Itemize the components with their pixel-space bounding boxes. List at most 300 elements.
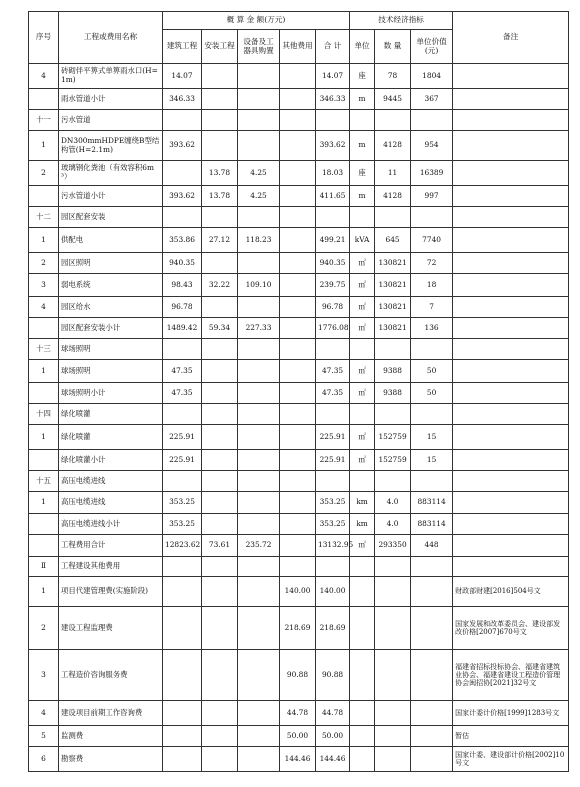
cell-building: 346.33 — [163, 89, 202, 110]
cell-install — [202, 577, 238, 607]
cell-name: 砖砌伴平箅式单箅雨水口(H=1m) — [59, 64, 163, 89]
cell-unit-price — [411, 110, 453, 131]
cell-other — [280, 450, 316, 471]
cell-unit: ㎡ — [350, 318, 375, 339]
cell-unit — [350, 726, 375, 747]
cell-unit-price: 367 — [411, 89, 453, 110]
cell-unit-price — [411, 471, 453, 492]
table-row — [29, 253, 569, 274]
table-row — [29, 383, 569, 404]
cell-name: 绿化喷灌 — [59, 404, 163, 425]
cell-equipment — [238, 207, 280, 228]
cell-equipment — [238, 297, 280, 318]
cell-total: 940.35 — [316, 253, 350, 274]
table-row — [29, 492, 569, 514]
cell-total — [316, 339, 350, 360]
cell-equipment — [238, 471, 280, 492]
cell-equipment — [238, 89, 280, 110]
table-row — [29, 186, 569, 207]
table-row — [29, 607, 569, 650]
cell-unit-price: 72 — [411, 253, 453, 274]
table-row — [29, 450, 569, 471]
cell-other: 218.69 — [280, 607, 316, 650]
cell-building: 98.43 — [163, 274, 202, 297]
cell-building: 225.91 — [163, 450, 202, 471]
cell-other — [280, 186, 316, 207]
cell-seq: 十四 — [29, 404, 59, 425]
cell-name: 污水管道 — [59, 110, 163, 131]
cell-name: 绿化喷灌 — [59, 425, 163, 450]
cell-unit — [350, 339, 375, 360]
cell-name: 供配电 — [59, 228, 163, 253]
cell-name: 园区配套安装小计 — [59, 318, 163, 339]
cell-unit — [350, 110, 375, 131]
cell-name: 污水管道小计 — [59, 186, 163, 207]
cell-install — [202, 450, 238, 471]
cell-seq — [29, 514, 59, 535]
cell-unit: m — [350, 186, 375, 207]
cell-remark — [453, 360, 569, 383]
cell-qty: 130821 — [375, 318, 411, 339]
cell-other: 44.78 — [280, 701, 316, 726]
cell-remark: 暂估 — [453, 726, 569, 747]
cell-remark: 国家计委、建设部计价格[2002]10号文 — [453, 747, 569, 772]
cell-install — [202, 425, 238, 450]
cell-unit-price — [411, 747, 453, 772]
cell-remark — [453, 186, 569, 207]
cell-seq — [29, 318, 59, 339]
cell-equipment — [238, 701, 280, 726]
cell-seq — [29, 186, 59, 207]
cell-qty: 4128 — [375, 186, 411, 207]
cell-total: 96.78 — [316, 297, 350, 318]
cell-install — [202, 383, 238, 404]
cell-total: 47.35 — [316, 360, 350, 383]
cell-seq: 十二 — [29, 207, 59, 228]
cell-seq — [29, 383, 59, 404]
cell-install — [202, 207, 238, 228]
cell-other — [280, 64, 316, 89]
cell-unit-price: 883114 — [411, 514, 453, 535]
cell-total — [316, 110, 350, 131]
cell-building — [163, 161, 202, 186]
budget-table — [28, 11, 569, 772]
cell-install — [202, 747, 238, 772]
cell-unit: 座 — [350, 161, 375, 186]
table-row — [29, 64, 569, 89]
cell-other — [280, 161, 316, 186]
cell-qty — [375, 650, 411, 701]
cell-total: 225.91 — [316, 450, 350, 471]
cell-unit-price — [411, 557, 453, 577]
cell-name: 球场照明 — [59, 339, 163, 360]
cell-qty: 130821 — [375, 297, 411, 318]
cell-install: 59.34 — [202, 318, 238, 339]
cell-install — [202, 514, 238, 535]
cell-unit-price: 7740 — [411, 228, 453, 253]
cell-equipment — [238, 253, 280, 274]
cell-qty: 9445 — [375, 89, 411, 110]
cell-remark — [453, 253, 569, 274]
cell-unit-price: 448 — [411, 535, 453, 557]
cell-equipment — [238, 557, 280, 577]
cell-seq: 3 — [29, 274, 59, 297]
cell-equipment — [238, 577, 280, 607]
cell-other — [280, 535, 316, 557]
cell-name: 雨水管道小计 — [59, 89, 163, 110]
cell-install — [202, 297, 238, 318]
cell-install — [202, 701, 238, 726]
cell-total: 393.62 — [316, 131, 350, 161]
cell-unit: km — [350, 514, 375, 535]
cell-unit-price: 1804 — [411, 64, 453, 89]
table-row — [29, 650, 569, 701]
cell-equipment — [238, 110, 280, 131]
cell-equipment — [238, 607, 280, 650]
cell-remark — [453, 318, 569, 339]
table-row — [29, 207, 569, 228]
cell-remark — [453, 339, 569, 360]
cell-total: 47.35 — [316, 383, 350, 404]
cell-building: 47.35 — [163, 383, 202, 404]
cell-install — [202, 64, 238, 89]
cell-qty — [375, 747, 411, 772]
cell-seq: 2 — [29, 253, 59, 274]
cell-equipment: 4.25 — [238, 186, 280, 207]
cell-equipment — [238, 383, 280, 404]
cell-equipment — [238, 747, 280, 772]
table-row — [29, 161, 569, 186]
cell-equipment — [238, 64, 280, 89]
cell-name: 高压电缆进线 — [59, 471, 163, 492]
cell-name: 监测费 — [59, 726, 163, 747]
cell-unit-price: 883114 — [411, 492, 453, 514]
tech-group-header: 技术经济指标 — [350, 12, 453, 30]
cell-install — [202, 339, 238, 360]
budget-group-header: 概 算 金 额(万元) — [163, 12, 350, 30]
cell-unit-price: 50 — [411, 360, 453, 383]
cell-building — [163, 471, 202, 492]
cell-unit — [350, 650, 375, 701]
cell-qty — [375, 404, 411, 425]
cell-install — [202, 650, 238, 701]
table-row — [29, 404, 569, 425]
table-row — [29, 535, 569, 557]
cell-install — [202, 131, 238, 161]
cell-remark — [453, 535, 569, 557]
cell-unit: kVA — [350, 228, 375, 253]
cell-unit-price: 15 — [411, 450, 453, 471]
cell-remark — [453, 450, 569, 471]
cell-unit: m — [350, 89, 375, 110]
cell-equipment: 4.25 — [238, 161, 280, 186]
cell-seq: 3 — [29, 650, 59, 701]
cell-install — [202, 404, 238, 425]
cell-equipment: 118.23 — [238, 228, 280, 253]
cell-remark — [453, 207, 569, 228]
cell-other — [280, 425, 316, 450]
cell-total: 50.00 — [316, 726, 350, 747]
cell-name: 工程费用合计 — [59, 535, 163, 557]
cell-total: 353.25 — [316, 514, 350, 535]
cell-total: 144.46 — [316, 747, 350, 772]
table-body — [29, 64, 569, 772]
cell-install — [202, 360, 238, 383]
col-name-header: 工程或费用名称 — [59, 12, 163, 64]
cell-other — [280, 318, 316, 339]
cell-seq: 1 — [29, 228, 59, 253]
cell-other — [280, 274, 316, 297]
col-unit-price-header: 单位价值(元) — [411, 30, 453, 64]
cell-install — [202, 110, 238, 131]
cell-building: 353.25 — [163, 514, 202, 535]
col-unit-header: 单位 — [350, 30, 375, 64]
cell-remark — [453, 89, 569, 110]
table-row — [29, 318, 569, 339]
cell-building — [163, 577, 202, 607]
cell-total — [316, 207, 350, 228]
cell-seq: 1 — [29, 425, 59, 450]
cell-name: 园区给水 — [59, 297, 163, 318]
cell-other — [280, 383, 316, 404]
cell-qty — [375, 557, 411, 577]
cell-qty — [375, 701, 411, 726]
cell-unit: ㎡ — [350, 383, 375, 404]
cell-equipment — [238, 404, 280, 425]
cell-total: 353.25 — [316, 492, 350, 514]
cell-name: 建设工程监理费 — [59, 607, 163, 650]
cell-building — [163, 747, 202, 772]
cell-name: 工程造价咨询服务费 — [59, 650, 163, 701]
cell-building — [163, 726, 202, 747]
cell-install — [202, 253, 238, 274]
table-row — [29, 425, 569, 450]
cell-qty: 152759 — [375, 450, 411, 471]
cell-unit-price: 997 — [411, 186, 453, 207]
cell-qty: 645 — [375, 228, 411, 253]
cell-name: 工程建设其他费用 — [59, 557, 163, 577]
cell-seq: 2 — [29, 161, 59, 186]
col-seq-header: 序号 — [29, 12, 59, 64]
cell-total: 1776.08 — [316, 318, 350, 339]
cell-unit-price — [411, 577, 453, 607]
cell-qty: 9388 — [375, 383, 411, 404]
cell-unit — [350, 557, 375, 577]
cell-qty — [375, 577, 411, 607]
cell-remark — [453, 383, 569, 404]
cell-remark — [453, 161, 569, 186]
cell-building: 1489.42 — [163, 318, 202, 339]
table-row — [29, 514, 569, 535]
cell-unit: ㎡ — [350, 535, 375, 557]
cell-unit-price: 136 — [411, 318, 453, 339]
cell-qty — [375, 726, 411, 747]
cell-unit-price — [411, 726, 453, 747]
cell-other — [280, 89, 316, 110]
cell-unit: m — [350, 131, 375, 161]
cell-total — [316, 404, 350, 425]
header-row-1 — [29, 12, 569, 30]
cell-name: 球场照明 — [59, 360, 163, 383]
cell-total: 13132.95 — [316, 535, 350, 557]
cell-unit-price: 7 — [411, 297, 453, 318]
cell-name: 建设项目前期工作咨询费 — [59, 701, 163, 726]
cell-seq: 十三 — [29, 339, 59, 360]
cell-building — [163, 207, 202, 228]
cell-remark — [453, 131, 569, 161]
table-row — [29, 557, 569, 577]
table-row — [29, 274, 569, 297]
cell-unit: ㎡ — [350, 425, 375, 450]
cell-unit-price — [411, 607, 453, 650]
col-qty-header: 数 量 — [375, 30, 411, 64]
cell-total: 218.69 — [316, 607, 350, 650]
cell-qty: 78 — [375, 64, 411, 89]
cell-unit — [350, 404, 375, 425]
cell-other — [280, 131, 316, 161]
cell-unit: ㎡ — [350, 297, 375, 318]
cell-install — [202, 492, 238, 514]
cell-total: 346.33 — [316, 89, 350, 110]
cell-qty — [375, 110, 411, 131]
cell-equipment — [238, 514, 280, 535]
cell-equipment — [238, 650, 280, 701]
cell-qty — [375, 207, 411, 228]
cell-total — [316, 471, 350, 492]
cell-equipment — [238, 425, 280, 450]
cell-remark: 国家发展和改革委员会、建设部发改价格[2007]670号文 — [453, 607, 569, 650]
cell-building — [163, 404, 202, 425]
cell-total: 18.03 — [316, 161, 350, 186]
cell-unit: km — [350, 492, 375, 514]
table-row — [29, 701, 569, 726]
cell-qty: 11 — [375, 161, 411, 186]
cell-other — [280, 253, 316, 274]
cell-name: 园区照明 — [59, 253, 163, 274]
cell-unit-price: 18 — [411, 274, 453, 297]
cell-install — [202, 726, 238, 747]
cell-equipment — [238, 360, 280, 383]
cell-name: 弱电系统 — [59, 274, 163, 297]
table-row — [29, 339, 569, 360]
cell-other — [280, 360, 316, 383]
cell-unit — [350, 471, 375, 492]
cell-building: 12823.62 — [163, 535, 202, 557]
cell-name: DN300mmHDPE缠绕B型结构管(H=2.1m) — [59, 131, 163, 161]
col-remark-header: 备注 — [453, 12, 569, 64]
cell-name: 玻璃钢化粪池（有效容积6m³） — [59, 161, 163, 186]
cell-other — [280, 297, 316, 318]
cell-qty — [375, 471, 411, 492]
cell-unit: 座 — [350, 64, 375, 89]
cell-seq: 1 — [29, 492, 59, 514]
cell-other — [280, 404, 316, 425]
cell-other — [280, 557, 316, 577]
cell-equipment — [238, 492, 280, 514]
cell-seq — [29, 89, 59, 110]
cell-qty: 4.0 — [375, 514, 411, 535]
cell-other: 140.00 — [280, 577, 316, 607]
cell-seq: 5 — [29, 726, 59, 747]
cell-unit — [350, 747, 375, 772]
cell-remark: 福建省招标投标协会、福建省建筑业协会、福建省建设工程造价管理协会闽招协[2021]32号文 — [453, 650, 569, 701]
table-row — [29, 747, 569, 772]
cell-qty — [375, 339, 411, 360]
cell-name: 球场照明小计 — [59, 383, 163, 404]
col-total-header: 合 计 — [316, 30, 350, 64]
cell-remark — [453, 404, 569, 425]
cell-name: 高压电缆进线 — [59, 492, 163, 514]
cell-seq — [29, 535, 59, 557]
cell-qty — [375, 607, 411, 650]
cell-total: 411.65 — [316, 186, 350, 207]
cell-building: 14.07 — [163, 64, 202, 89]
cell-total: 44.78 — [316, 701, 350, 726]
cell-total: 239.75 — [316, 274, 350, 297]
cell-other — [280, 492, 316, 514]
col-other-header: 其他费用 — [280, 30, 316, 64]
cell-equipment — [238, 339, 280, 360]
cell-name: 园区配套安装 — [59, 207, 163, 228]
cell-name: 勘察费 — [59, 747, 163, 772]
cell-building: 225.91 — [163, 425, 202, 450]
cell-unit — [350, 577, 375, 607]
cell-qty: 4128 — [375, 131, 411, 161]
cell-seq — [29, 450, 59, 471]
cell-total: 90.88 — [316, 650, 350, 701]
cell-other — [280, 228, 316, 253]
cell-unit: ㎡ — [350, 450, 375, 471]
cell-install: 13.78 — [202, 161, 238, 186]
cell-building — [163, 557, 202, 577]
cell-seq: 十五 — [29, 471, 59, 492]
cell-remark — [453, 492, 569, 514]
cell-qty: 293350 — [375, 535, 411, 557]
cell-seq: 6 — [29, 747, 59, 772]
cell-building: 393.62 — [163, 186, 202, 207]
cell-remark — [453, 110, 569, 131]
cell-equipment — [238, 131, 280, 161]
cell-qty: 130821 — [375, 274, 411, 297]
cell-remark — [453, 297, 569, 318]
col-install-header: 安装工程 — [202, 30, 238, 64]
table-row — [29, 360, 569, 383]
cell-seq: 十一 — [29, 110, 59, 131]
cell-name: 高压电缆进线小计 — [59, 514, 163, 535]
table-row — [29, 726, 569, 747]
cell-install — [202, 557, 238, 577]
col-equipment-header: 设备及工器具购置 — [238, 30, 280, 64]
cell-seq: 2 — [29, 607, 59, 650]
cell-equipment: 227.33 — [238, 318, 280, 339]
cell-building — [163, 701, 202, 726]
cell-unit — [350, 607, 375, 650]
cell-qty: 4.0 — [375, 492, 411, 514]
cell-total: 499.21 — [316, 228, 350, 253]
cell-install — [202, 89, 238, 110]
cell-remark — [453, 557, 569, 577]
cell-unit-price: 15 — [411, 425, 453, 450]
cell-building: 96.78 — [163, 297, 202, 318]
cell-qty: 152759 — [375, 425, 411, 450]
cell-other — [280, 207, 316, 228]
cell-building: 353.86 — [163, 228, 202, 253]
table-row — [29, 110, 569, 131]
table-row — [29, 228, 569, 253]
cell-remark — [453, 274, 569, 297]
cell-unit-price: 16389 — [411, 161, 453, 186]
cell-seq: 1 — [29, 131, 59, 161]
